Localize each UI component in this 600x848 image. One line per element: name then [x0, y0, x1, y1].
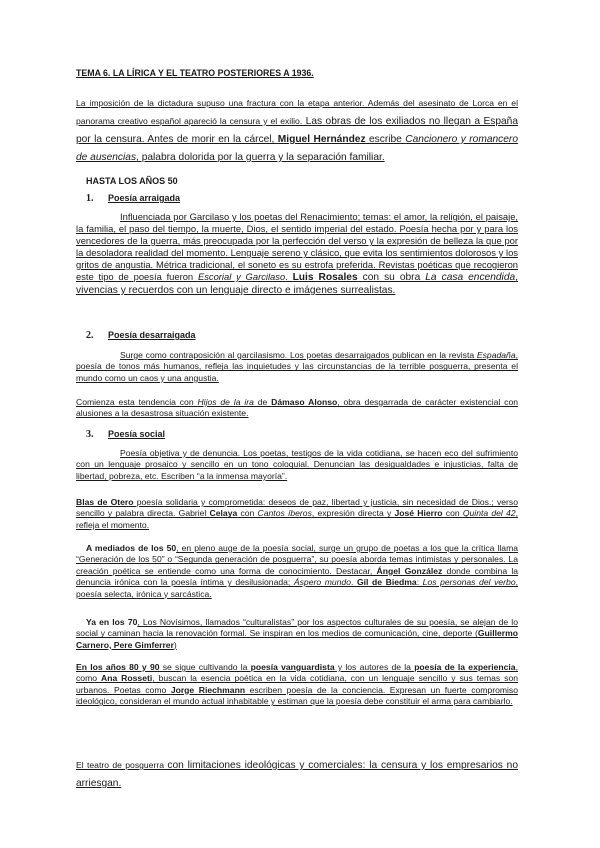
intro-author: Miguel Hernández	[277, 134, 366, 145]
anos-80-experience: poesía de la experiencia	[414, 662, 516, 672]
arraigada-text-f: con su obra	[357, 272, 426, 283]
desarraigada-p2-text-c: , obra desgarrada de carácter existencial con alusiones a la desastrosa situación existente.	[76, 397, 519, 419]
anos-80-text-e: escriben poesía de la conciencia. Expresan un fuerte compromiso ideológico, consideran el mundo actual inhabitable y estiman que la poesía debe constituir el arma para cambiarlo.	[76, 684, 518, 707]
anos-80-text-d: , buscan la esencia poética en la vida cotidiana, con un lenguaje sencillo y sus temas son urbanos. Poetas como	[76, 673, 519, 695]
social-p2-text-e: , refleja el momento.	[76, 508, 518, 530]
arraigada-text-a: Influenciada por Garcilaso y los poetas del Renacimiento	[120, 211, 358, 222]
desarraigada-work: Hijos de la ira	[197, 397, 254, 407]
arraigada-text-d: .	[285, 271, 293, 282]
social-work-1: Cantos íberos	[257, 508, 312, 519]
anos-70-text-b: )	[173, 639, 177, 650]
section-2-title: Poesía desarraigada	[108, 330, 196, 340]
arraigada-author: Luis Rosales	[292, 272, 358, 283]
social-p2-text-c: , expresión directa y	[311, 508, 395, 519]
desarraigada-author: Dámaso Alonso	[271, 397, 338, 407]
anos-80-paragraph	[76, 662, 518, 708]
intro-text-b3: , palabra dolorida por la guerra y la separación familiar.	[136, 152, 385, 163]
anos-80-text-c: , como	[76, 662, 518, 684]
anos-80-heading: En los años 80 y 90	[76, 662, 160, 672]
anos-70-authors: Guillermo Carnero, Pere Gimferrer	[76, 628, 518, 650]
mediados-text-a: , en pleno auge de la poesía social, surge un grupo de poetas a los que la crítica llama “Generación de los 50” o “Segunda generación de posguerra”, su poesía aborda temas intimistas y personales. La creación poética se entiende como una forma de conocimiento. Destacar,	[76, 543, 519, 576]
social-author-1: Blas de Otero	[76, 497, 134, 507]
desarraigada-text-a: Surge como contraposición al garcilasismo. Los poetas desarraigados publican en la revista	[120, 350, 477, 360]
intro-text-a: La imposición de la dictadura supuso una fractura con la etapa anterior. Además del asesinato de Lorca en el panorama creativo español apareció la censura y el exilio.	[76, 98, 518, 126]
intro-text-b2: escribe	[365, 134, 406, 145]
arraigada-text-b: ; temas: el amor, la religión, el paisaje, la familia, el paso del tiempo, la muerte, Dios, el sentido imperial del estado. Poesía hecha por y para los vencedores de la guerra, más preocupada por la perfección del verso y la expresión de belleza la que por la desoladora realidad del momento. Lenguaje sereno y clásico, que evita los sentimientos dolorosos y los gritos de angustia. Métrica tradicional, el soneto es su estrofa preferida. Revistas poéticas que recogieron este tipo de poesía fueron	[76, 211, 519, 282]
social-text: Poesía objetiva y de denuncia. Los poetas, testigos de la vida cotidiana, se hacen eco del sufrimiento con un lenguaje prosaico y sencillo en un tono coloquial. Denuncian las desigualdades e injusticias, falta de libertad, pobreza, etc. Escriben “a la inmensa mayoría”.	[76, 448, 518, 481]
anos-70-paragraph	[76, 617, 518, 651]
section-1-title: Poesía arraigada	[108, 193, 181, 203]
hasta-50-heading: HASTA LOS AÑOS 50	[86, 176, 178, 186]
anos-80-text-b: y los autores de la	[334, 662, 415, 672]
mediados-text-c: .	[350, 577, 357, 588]
intro-text-b: Las obras de los exiliados no llegan a España por la censura. Antes de morir en la cárcel,	[76, 116, 518, 145]
anos-70-heading: Ya en los 70	[86, 617, 138, 627]
social-paragraph-2	[76, 497, 518, 531]
document-title: TEMA 6. LA LÍRICA Y EL TEATRO POSTERIORES A 1936.	[76, 68, 314, 78]
anos-80-author-2: Jorge Riechmann	[170, 684, 246, 695]
anos-70-text-a: , Los Novísimos, llamados “culturalistas” por los aspectos culturales de su poesía, se alejan de lo social y caminan hacia la renovación formal. Se inspiran en los medios de comunicación, cine, deporte (	[76, 617, 518, 639]
mediados-work-1: Áspero mundo	[293, 577, 351, 588]
desarraigada-paragraph-1	[76, 350, 518, 384]
social-author-2: Celaya	[209, 508, 238, 519]
mediados-50-paragraph	[76, 543, 518, 600]
arraigada-text-h: , vivencias y recuerdos con un lenguaje directo e imágenes surrealistas.	[76, 272, 518, 296]
mediados-work-2: Los personas del verbo	[422, 577, 516, 588]
mediados-heading: A mediados de los 50	[86, 543, 177, 553]
social-p2-text-a: poesía solidaria y comprometida: deseos de paz, libertad y justicia, sin necesidad de Dios.; verso sencillo y palabra directa. Gabriel	[76, 497, 518, 519]
mediados-text-e: , poesía selecta, irónica y sarcástica.	[76, 577, 518, 599]
anos-80-author-1: Ana Rosseti	[100, 673, 153, 684]
social-p2-text-b: con	[237, 508, 258, 519]
desarraigada-p2-text-b: de	[253, 397, 272, 407]
section-3-number: 3.	[86, 429, 94, 440]
section-3-title: Poesía social	[108, 429, 166, 439]
teatro-text-b: con limitaciones ideológicas y comerciales: la censura y los empresarios no arriesgan.	[76, 760, 518, 789]
section-3-heading	[86, 429, 165, 440]
section-2-number: 2.	[86, 330, 94, 341]
social-paragraph-1	[76, 448, 518, 482]
section-1-heading	[86, 193, 180, 204]
anos-80-vanguard: poesía vanguardista	[250, 662, 335, 672]
arraigada-magazines: Escorial y Garcilaso	[197, 271, 286, 282]
desarraigada-p2-text-a: Comienza esta tendencia con	[76, 397, 198, 407]
desarraigada-text-b: , poesía de tonos más humanos, refleja las inquietudes y las circunstancias de la terrible posguerra, presenta el mundo como un caos y una angustia.	[76, 350, 518, 383]
anos-80-text-a: se sigue cultivando la	[159, 662, 251, 672]
section-1-number: 1.	[86, 193, 94, 204]
mediados-author-2: Gil de Biedma	[356, 577, 417, 588]
teatro-paragraph	[76, 755, 518, 791]
intro-work: Cancionero y romancero de ausencias	[76, 134, 518, 163]
teatro-text-a: El teatro de posguerra	[76, 760, 168, 770]
desarraigada-paragraph-2	[76, 397, 518, 420]
arraigada-paragraph	[76, 211, 518, 297]
social-p2-text-d: con	[442, 508, 463, 519]
desarraigada-magazine: Espadaña	[476, 350, 516, 360]
arraigada-work: La casa encendida	[425, 272, 516, 283]
social-work-2: Quinta del 42	[462, 508, 516, 519]
intro-paragraph	[76, 93, 518, 165]
mediados-text-b: donde combina la denuncia irónica con la poesía íntima y desilusionada;	[76, 565, 519, 588]
mediados-author-1: Ángel González	[376, 565, 443, 576]
mediados-text-d: :	[416, 577, 423, 588]
social-author-3: José Hierro	[394, 508, 443, 519]
section-2-heading	[86, 330, 196, 341]
